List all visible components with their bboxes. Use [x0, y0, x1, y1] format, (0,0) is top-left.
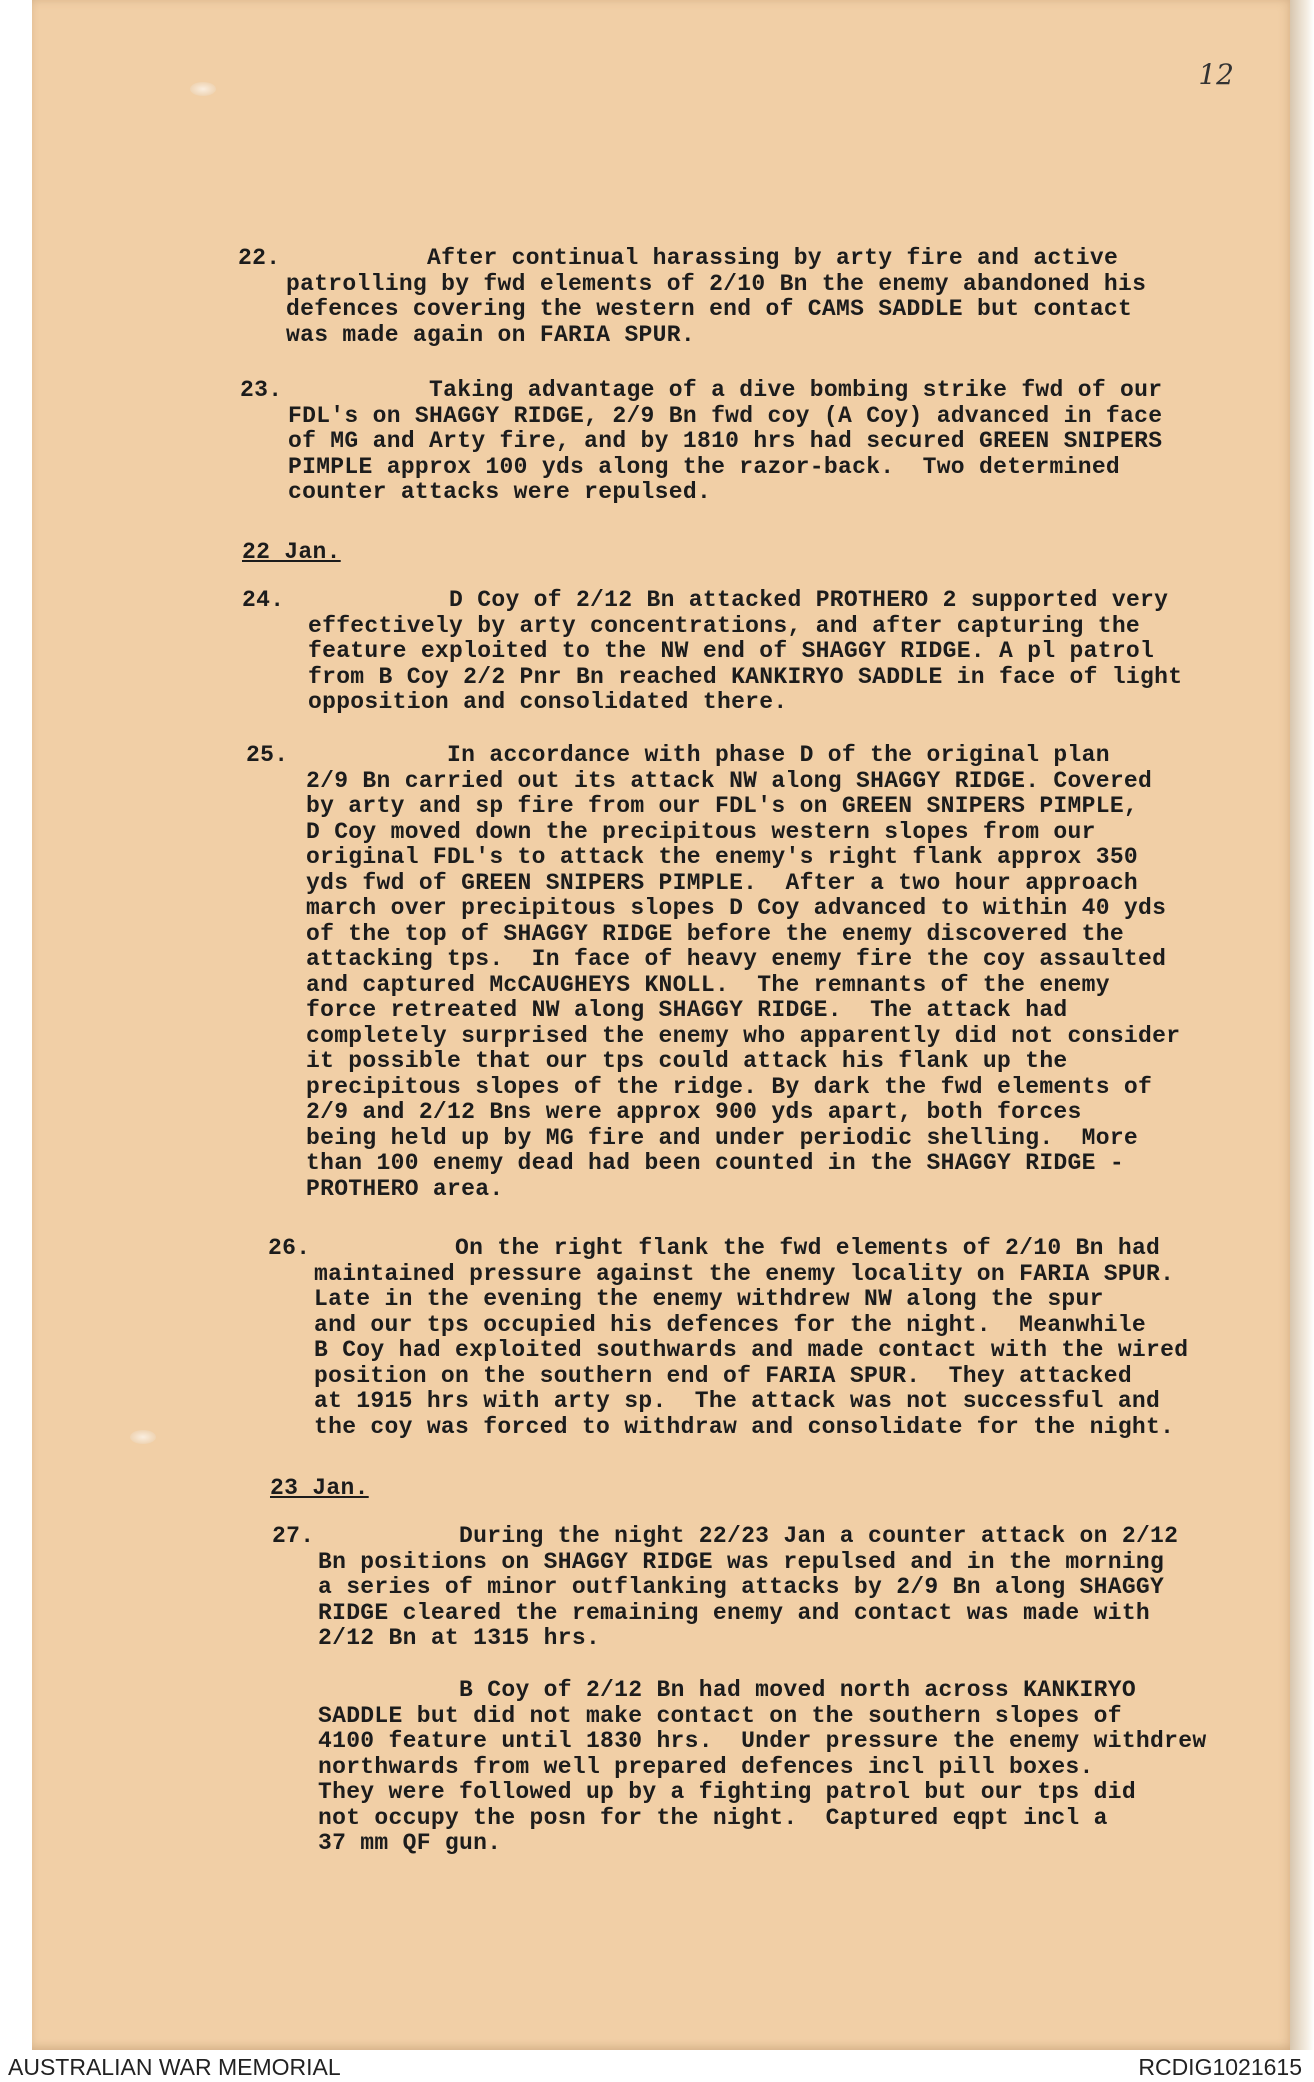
paragraph-23 — [240, 378, 1280, 506]
page-number: 12 — [1198, 58, 1234, 91]
paragraph-25 — [246, 743, 1286, 1202]
punch-hole — [190, 82, 216, 96]
paragraph-26 — [268, 1236, 1308, 1440]
paragraph-text: D Coy of 2/12 Bn attacked PROTHERO 2 supported very effectively by arty concentrations, and after capturing the feature exploited to the NW end of SHAGGY RIDGE. A pl patrol from B Coy 2/2 Pnr Bn reached KANKIRYO SADDLE in face of light opposition and consolidated there. — [308, 587, 1183, 715]
paragraph-number: 24. — [242, 587, 285, 613]
paragraph-24 — [242, 588, 1282, 716]
paragraph-22 — [238, 246, 1278, 348]
paragraph-27-continued — [272, 1678, 1312, 1857]
paragraph-text: During the night 22/23 Jan a counter attack on 2/12 Bn positions on SHAGGY RIDGE was repulsed and in the morning a series of minor outflanking attacks by 2/9 Bn along SHAGGY RIDGE cleared the remaining enemy and contact was made with 2/12 Bn at 1315 hrs. — [318, 1523, 1179, 1651]
paragraph-number: 27. — [272, 1523, 315, 1549]
paragraph-text: In accordance with phase D of the original plan 2/9 Bn carried out its attack NW along SHAGGY RIDGE. Covered by arty and sp fire from our FDL's on GREEN SNIPERS PIMPLE, D Coy moved down the precipitous western slopes from our original FDL's to attack the enemy's right flank approx 350 yds fwd of GREEN SNIPERS PIMPLE. After a two hour approach march over precipitous slopes D Coy advanced to within 40 yds of the top of SHAGGY RIDGE before the enemy discovered the attacking tps. In face of heavy enemy fire the coy assaulted and captured McCAUGHEYS KNOLL. The remnants of the enemy force retreated NW along SHAGGY RIDGE. The attack had completely surprised the enemy who apparently did not consider it possible that our tps could attack his flank up the precipitous slopes of the ridge. By dark the fwd elements of 2/9 and 2/12 Bns were approx 900 yds apart, both forces being held up by MG fire and under periodic shelling. More than 100 enemy dead had been counted in the SHAGGY RIDGE - PROTHERO area. — [306, 742, 1181, 1202]
paragraph-number: 25. — [246, 742, 289, 768]
footer-source: AUSTRALIAN WAR MEMORIAL — [8, 2054, 341, 2080]
footer-record-id: RCDIG1021615 — [1138, 2054, 1302, 2080]
date-heading: 22 Jan. — [242, 539, 341, 565]
paragraph-text: Taking advantage of a dive bombing strike fwd of our FDL's on SHAGGY RIDGE, 2/9 Bn fwd coy (A Coy) advanced in face of MG and Arty fire, and by 1810 hrs had secured GREEN SNIPERS PIMPLE approx 100 yds along the razor-back. Two determined counter attacks were repulsed. — [288, 377, 1163, 505]
paragraph-text: On the right flank the fwd elements of 2/10 Bn had maintained pressure against the enemy locality on FARIA SPUR. Late in the evening the enemy withdrew NW along the spur and our tps occupied his defences for the night. Meanwhile B Coy had exploited southwards and made contact with the wired position on the southern end of FARIA SPUR. They attacked at 1915 hrs with arty sp. The attack was not successful and the coy was forced to withdraw and consolidate for the night. — [314, 1235, 1189, 1440]
paragraph-text: After continual harassing by arty fire and active patrolling by fwd elements of 2/10 Bn the enemy abandoned his defences covering the western end of CAMS SADDLE but contact was made again on FARIA SPUR. — [286, 245, 1147, 348]
paragraph-number: 22. — [238, 245, 281, 271]
paragraph-number: 23. — [240, 377, 283, 403]
paragraph-text: B Coy of 2/12 Bn had moved north across KANKIRYO SADDLE but did not make contact on the southern slopes of 4100 feature until 1830 hrs. Under pressure the enemy withdrew northwards from well prepared defences incl pill boxes. They were followed up by a fighting patrol but our tps did not occupy the posn for the night. Captured eqpt incl a 37 mm QF gun. — [318, 1677, 1207, 1856]
paragraph-number: 26. — [268, 1235, 311, 1261]
paragraph-27 — [272, 1524, 1312, 1652]
date-heading: 23 Jan. — [270, 1475, 369, 1501]
punch-hole — [130, 1430, 156, 1444]
